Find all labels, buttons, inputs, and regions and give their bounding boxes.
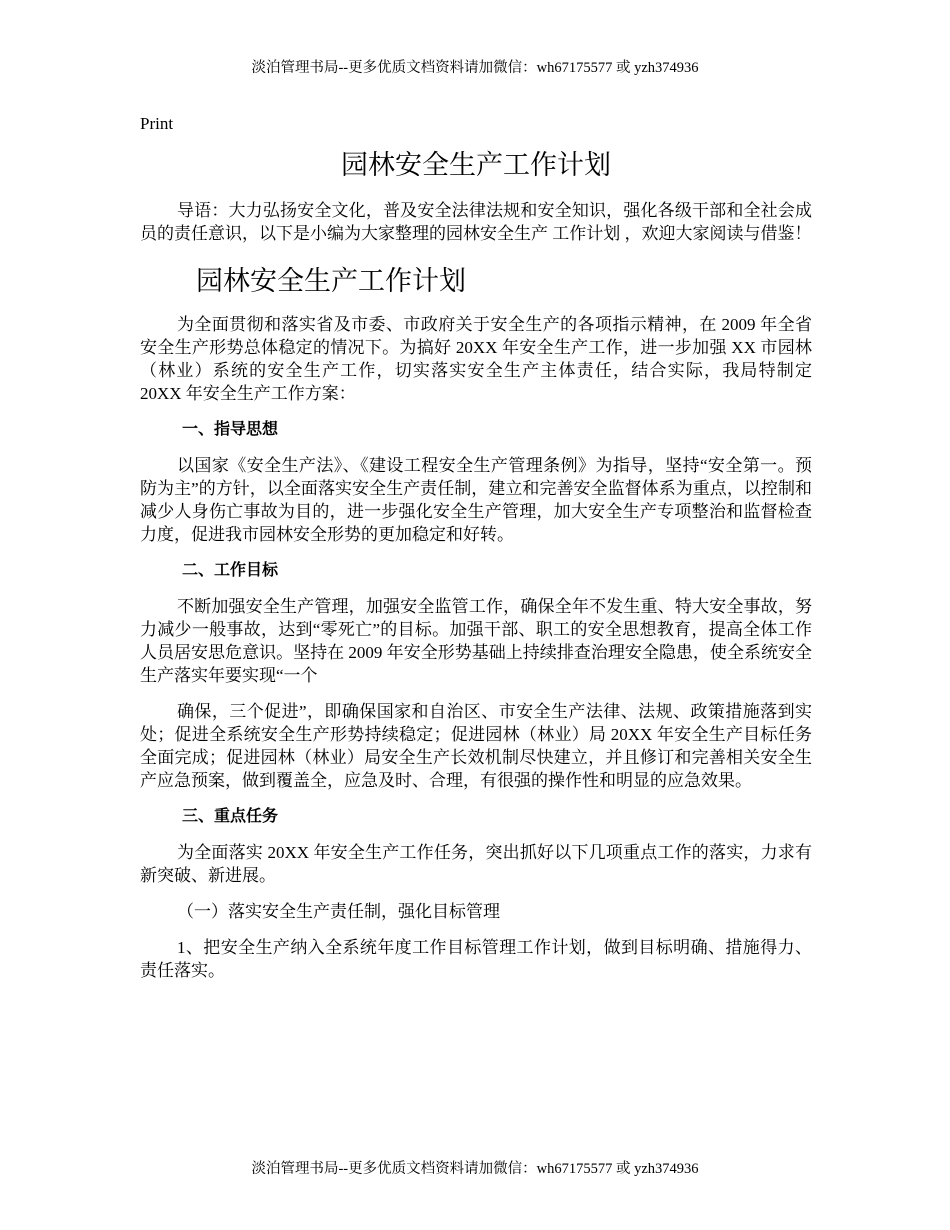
- heading-guiding-ideology: 一、指导思想: [182, 419, 279, 438]
- print-label: Print: [140, 114, 174, 133]
- intro-paragraph: 导语：大力弘扬安全文化，普及安全法律法规和安全知识，强化各级干部和全社会成员的责任意识，以下是小编为大家整理的园林安全生产 工作计划 ，欢迎大家阅读与借鉴！: [140, 201, 812, 243]
- section-title: 园林安全生产工作计划: [196, 266, 466, 297]
- page-footer: 淡泊管理书局--更多优质文档资料请加微信：wh67175577 或 yzh374936: [251, 1161, 699, 1177]
- document-body: [140, 113, 812, 995]
- paragraph-2: 以国家《安全生产法》、《建设工程安全生产管理条例》为指导，坚持“安全第一。预防为主”的方针，以全面落实安全生产责任制，建立和完善安全监督体系为重点，以控制和减少人身伤亡事故为目的，进一步强化安全生产管理，加大安全生产专项整治和监督检查力度，促进我市园林安全形势的更加稳定和好转。: [140, 456, 812, 544]
- paragraph-1: 为全面贯彻和落实省及市委、市政府关于安全生产的各项指示精神，在 2009 年全省安全生产形势总体稳定的情况下。为搞好 20XX 年安全生产工作，进一步加强 XX 市园林（林业）系统的安全生产工作，切实落实安全生产主体责任，结合实际，我局特制定 20XX 年安全生产工作方案：: [140, 315, 812, 403]
- paragraph-6: （一）落实安全生产责任制，强化目标管理: [177, 902, 500, 921]
- paragraph-4: 确保，三个促进”，即确保国家和自治区、市安全生产法律、法规、政策措施落到实处；促进全系统安全生产形势持续稳定；促进园林（林业）局 20XX 年安全生产目标任务全面完成；促进园林（林业）局安全生产长效机制尽快建立，并且修订和完善相关安全生产应急预案，做到覆盖全，应急及时、合理，有很强的操作性和明显的应急效果。: [140, 702, 812, 790]
- page-header: 淡泊管理书局--更多优质文档资料请加微信：wh67175577 或 yzh374936: [251, 60, 699, 76]
- heading-key-tasks: 三、重点任务: [182, 806, 279, 825]
- document-title: 园林安全生产工作计划: [341, 150, 611, 181]
- paragraph-3: 不断加强安全生产管理，加强安全监管工作，确保全年不发生重、特大安全事故，努力减少一般事故，达到“零死亡”的目标。加强干部、职工的安全思想教育，提高全体工作人员居安思危意识。坚持在 2009 年安全形势基础上持续排查治理安全隐患，使全系统安全生产落实年要实现“一个: [140, 597, 812, 685]
- paragraph-7: 1、把安全生产纳入全系统年度工作目标管理工作计划，做到目标明确、措施得力、责任落实。: [140, 938, 812, 980]
- heading-work-goals: 二、工作目标: [182, 560, 279, 579]
- paragraph-5: 为全面落实 20XX 年安全生产工作任务，突出抓好以下几项重点工作的落实，力求有新突破、新进展。: [140, 843, 812, 885]
